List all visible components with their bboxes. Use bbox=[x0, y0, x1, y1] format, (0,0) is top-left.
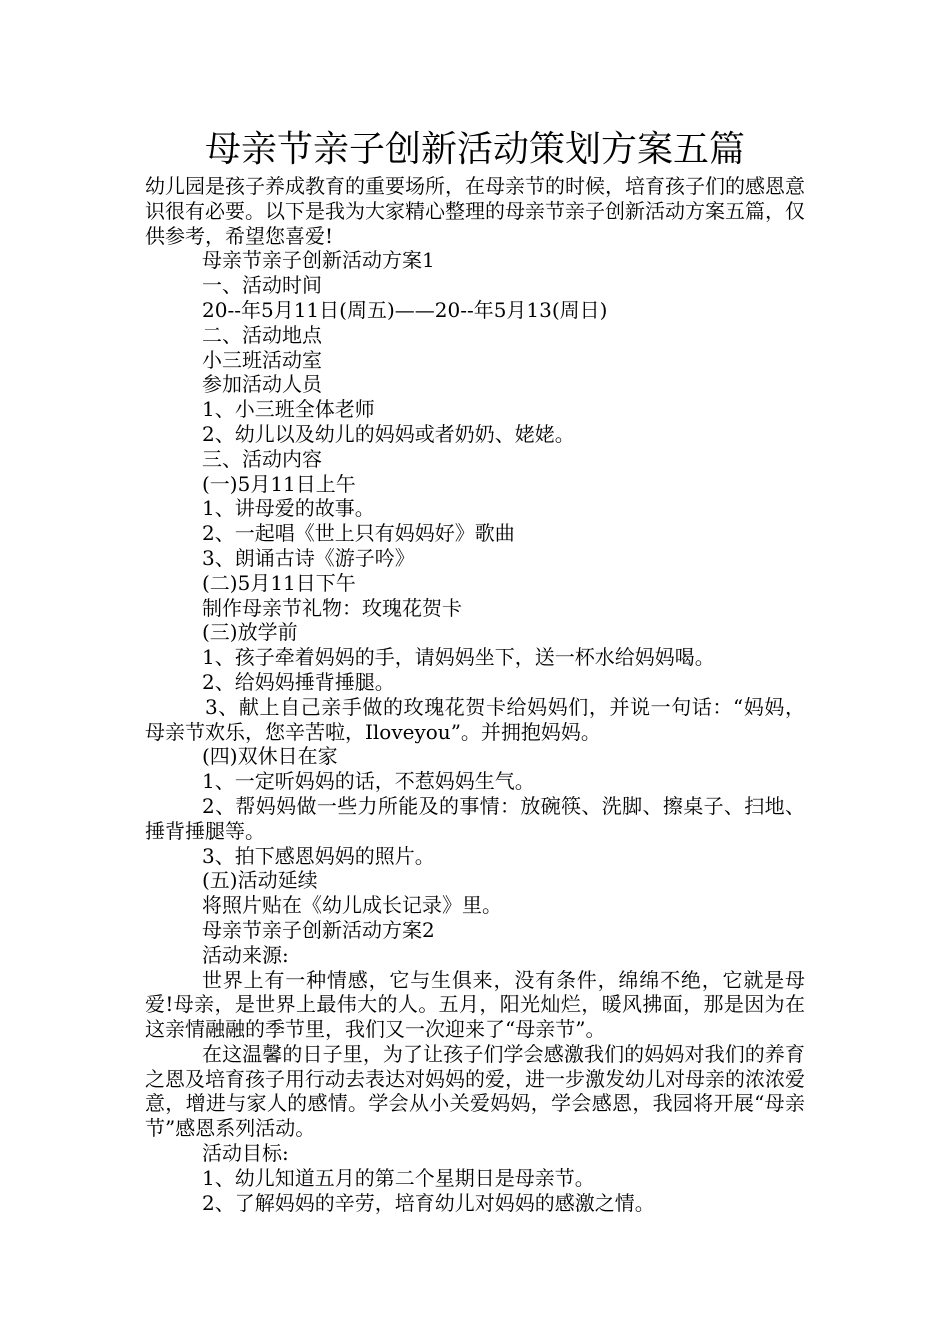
paragraph: 2、给妈妈捶背捶腿。 bbox=[202, 669, 395, 694]
paragraph: 将照片贴在《幼儿成长记录》里。 bbox=[202, 893, 502, 918]
paragraph: 小三班活动室 bbox=[202, 347, 322, 372]
paragraph: 20--年5月11日(周五)——20--年5月13(周日) bbox=[202, 297, 608, 322]
paragraph: 1、讲母爱的故事。 bbox=[202, 496, 375, 521]
paragraph: 3、献上自己亲手做的玫瑰花贺卡给妈妈们，并说一句话：“妈妈，母亲节欢乐，您辛苦啦，Iloveyou”。并拥抱妈妈。 bbox=[145, 694, 805, 744]
paragraph: 世界上有一种情感，它与生俱来，没有条件，绵绵不绝，它就是母爱!母亲，是世界上最伟大的人。五月，阳光灿烂，暖风拂面，那是因为在这亲情融融的季节里，我们又一次迎来了“母亲节”。 bbox=[145, 967, 805, 1042]
paragraph: 制作母亲节礼物：玫瑰花贺卡 bbox=[202, 595, 462, 620]
paragraph: 1、小三班全体老师 bbox=[202, 397, 375, 422]
paragraph: 2、一起唱《世上只有妈妈好》歌曲 bbox=[202, 521, 515, 546]
paragraph: (二)5月11日下午 bbox=[202, 570, 356, 595]
paragraph: 幼儿园是孩子养成教育的重要场所，在母亲节的时候，培育孩子们的感恩意识很有必要。以下是我为大家精心整理的母亲节亲子创新活动方案五篇，仅供参考，希望您喜爱! bbox=[145, 174, 805, 248]
paragraph: 3、朗诵古诗《游子吟》 bbox=[202, 545, 415, 570]
paragraph: 3、拍下感恩妈妈的照片。 bbox=[202, 843, 435, 868]
document-page bbox=[145, 126, 805, 1215]
paragraph: (五)活动延续 bbox=[202, 868, 318, 893]
paragraph: 2、帮妈妈做一些力所能及的事情：放碗筷、洗脚、擦桌子、扫地、捶背捶腿等。 bbox=[145, 793, 805, 843]
paragraph: 1、幼儿知道五月的第二个星期日是母亲节。 bbox=[202, 1165, 595, 1190]
paragraph: 母亲节亲子创新活动方案2 bbox=[202, 917, 435, 942]
paragraph: 在这温馨的日子里，为了让孩子们学会感激我们的妈妈对我们的养育之恩及培育孩子用行动去表达对妈妈的爱，进一步激发幼儿对母亲的浓浓爱意，增进与家人的感情。学会从小关爱妈妈，学会感恩，我园将开展“母亲节”感恩系列活动。 bbox=[145, 1041, 805, 1141]
paragraph: 母亲节亲子创新活动方案1 bbox=[202, 248, 435, 273]
paragraph: (一)5月11日上午 bbox=[202, 471, 356, 496]
paragraph: 1、孩子牵着妈妈的手，请妈妈坐下，送一杯水给妈妈喝。 bbox=[202, 645, 715, 670]
paragraph: 参加活动人员 bbox=[202, 372, 322, 397]
paragraph: 1、一定听妈妈的话，不惹妈妈生气。 bbox=[202, 769, 535, 794]
document-title: 母亲节亲子创新活动策划方案五篇 bbox=[204, 129, 745, 170]
paragraph: 一、活动时间 bbox=[202, 273, 322, 298]
paragraph: 二、活动地点 bbox=[202, 322, 322, 347]
paragraph: (三)放学前 bbox=[202, 620, 298, 645]
paragraph: (四)双休日在家 bbox=[202, 744, 338, 769]
paragraph: 2、幼儿以及幼儿的妈妈或者奶奶、姥姥。 bbox=[202, 421, 575, 446]
paragraph: 三、活动内容 bbox=[202, 446, 322, 471]
document-body bbox=[145, 174, 805, 1215]
paragraph: 2、了解妈妈的辛劳，培育幼儿对妈妈的感激之情。 bbox=[202, 1190, 655, 1215]
paragraph: 活动来源: bbox=[202, 942, 289, 967]
paragraph: 活动目标: bbox=[202, 1141, 289, 1166]
